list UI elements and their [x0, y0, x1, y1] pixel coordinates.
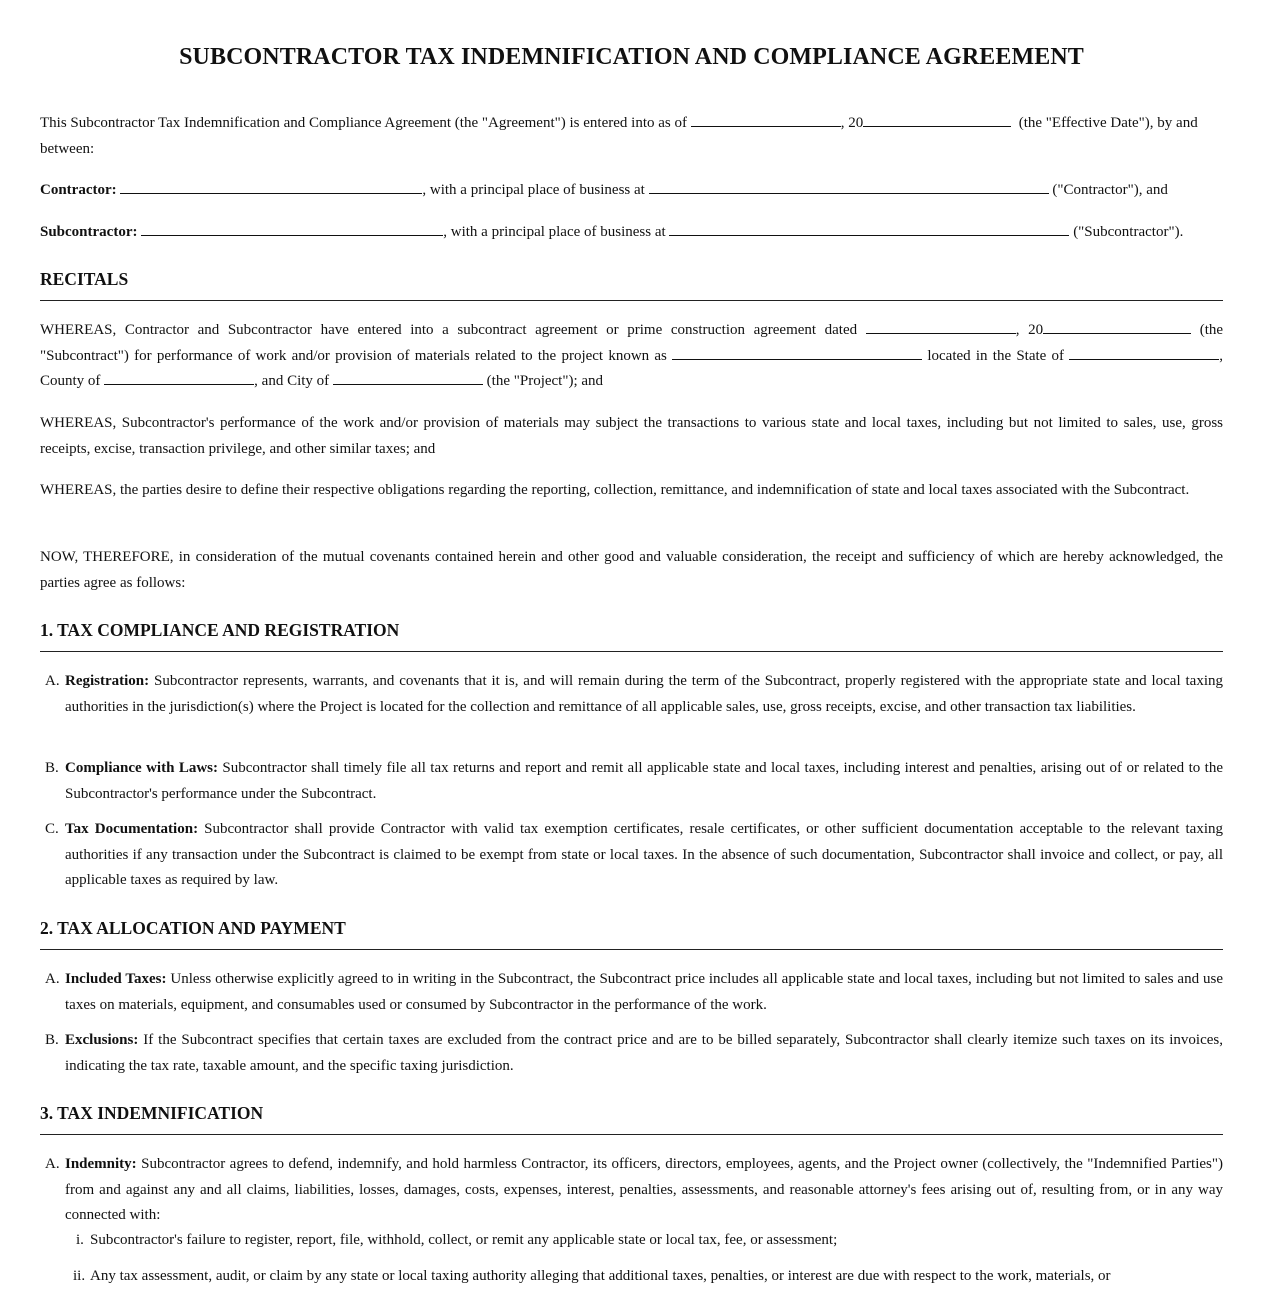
section-2-item-b: [45, 1028, 1223, 1079]
date-blank[interactable]: [691, 112, 841, 127]
item-label: Tax Documentation:: [65, 821, 199, 837]
intro-text: This Subcontractor Tax Indemnification and Compliance Agreement (the "Agreement") is entered into as of: [40, 115, 687, 131]
item-text: If the Subcontract specifies that certain taxes are excluded from the contract price and are to be billed separately, Subcontractor shall clearly itemize such taxes on its invoices, indicating the tax rate, taxable amount, and the specific taxing jurisdiction.: [65, 1032, 1223, 1074]
item-label: Exclusions:: [65, 1032, 139, 1048]
section-1-item-a: [45, 669, 1223, 720]
recital-1-text: WHEREAS, Contractor and Subcontractor have entered into a subcontract agreement or prime construction agreement dated: [40, 322, 858, 338]
recital-whereas-2: WHEREAS, Subcontractor's performance of the work and/or provision of materials may subject the transactions to various state and local taxes, including but not limited to sales, use, gross receipts, excise, transaction privilege, and other similar taxes; and: [40, 415, 1223, 457]
subitem-text: Subcontractor's failure to register, report, file, withhold, collect, or remit any applicable state or local tax, fee, or assessment;: [90, 1232, 838, 1248]
recital-whereas-3: WHEREAS, the parties desire to define their respective obligations regarding the reporting, collection, remittance, and indemnification of state and local taxes associated with the Subcontract.: [40, 482, 1190, 498]
item-marker: B.: [45, 1032, 59, 1048]
county-blank[interactable]: [104, 370, 254, 385]
contractor-label: Contractor:: [40, 182, 117, 198]
recital-whereas-1: [40, 318, 1223, 395]
recital-1-tail: (the "Project"); and: [486, 373, 604, 389]
document-title: SUBCONTRACTOR TAX INDEMNIFICATION AND COMPLIANCE AGREEMENT: [179, 44, 1084, 70]
subcontractor-line: [40, 220, 1223, 246]
section-3-subitem-i: [76, 1228, 1223, 1254]
section-3-heading: 3. TAX INDEMNIFICATION: [40, 1103, 264, 1123]
section-2-item-a: [45, 967, 1223, 1018]
recital-1-text-3: located in the State of: [927, 347, 1065, 364]
item-marker: A.: [45, 673, 60, 689]
item-label: Registration:: [65, 673, 150, 689]
subitem-marker: i.: [76, 1232, 84, 1248]
recital-1-year: , 20: [1015, 322, 1044, 338]
item-marker: B.: [45, 760, 59, 776]
item-marker: C.: [45, 821, 59, 837]
subitem-text: Any tax assessment, audit, or claim by any state or local taxing authority alleging that additional taxes, penalties, or interest are due with respect to the work, materials, or: [90, 1268, 1111, 1284]
subitem-marker: ii.: [73, 1268, 86, 1284]
intro-tail-text: (the "Effective Date"), by and between:: [40, 115, 1198, 157]
city-blank[interactable]: [333, 370, 483, 385]
project-name-blank[interactable]: [672, 345, 922, 360]
intro-paragraph: [40, 111, 1223, 162]
item-text: Subcontractor represents, warrants, and covenants that it is, and will remain during the term of the Subcontract, properly registered with the appropriate state and local taxing authorities in the jurisdiction(s) where the Project is located for the collection and remittance of all applicable sales, use, gross receipts, excise, and other transaction tax liabilities.: [65, 673, 1223, 715]
section-3-subitem-ii: [73, 1264, 1223, 1290]
section-3-item-a: [45, 1152, 1223, 1229]
year-blank[interactable]: [863, 112, 1011, 127]
section-1-divider: [40, 651, 1223, 652]
item-label: Compliance with Laws:: [65, 760, 219, 776]
recitals-heading: RECITALS: [40, 269, 129, 289]
intro-year-text: , 20: [840, 115, 864, 131]
item-label: Included Taxes:: [65, 971, 167, 987]
subcontractor-label: Subcontractor:: [40, 224, 138, 240]
section-2-divider: [40, 949, 1223, 950]
item-text: Subcontractor agrees to defend, indemnify, and hold harmless Contractor, its officers, directors, employees, agents, and the Project owner (collectively, the "Indemnified Parties") from and against any and all claims, liabilities, losses, damages, costs, expenses, interest, penalties, assessments, and reasonable attorney's fees arising out of, resulting from, or in any way connected with:: [65, 1156, 1223, 1223]
subcontractor-name-blank[interactable]: [141, 221, 443, 236]
subcontractor-text: , with a principal place of business at: [443, 224, 666, 240]
section-1-item-b: [45, 756, 1223, 807]
section-3-divider: [40, 1134, 1223, 1135]
recital-1-text-2: (the "Subcontract") for performance of work and/or provision of materials related to the project known as: [40, 322, 1224, 364]
item-marker: A.: [45, 1156, 60, 1172]
contractor-name-blank[interactable]: [120, 179, 422, 194]
item-text: Subcontractor shall timely file all tax returns and report and remit all applicable state and local taxes, including interest and penalties, arising out of or related to the Subcontractor's performance under the Subcontract.: [65, 760, 1223, 802]
section-2-heading: 2. TAX ALLOCATION AND PAYMENT: [40, 918, 346, 938]
now-therefore-paragraph: NOW, THEREFORE, in consideration of the mutual covenants contained herein and other good and valuable consideration, the receipt and sufficiency of which are hereby acknowledged, the parties agree as follows:: [40, 549, 1223, 591]
contractor-address-blank[interactable]: [649, 179, 1049, 194]
section-1-heading: 1. TAX COMPLIANCE AND REGISTRATION: [40, 620, 400, 640]
item-text: Unless otherwise explicitly agreed to in writing in the Subcontract, the Subcontract price includes all applicable state and local taxes, including but not limited to sales and use taxes on materials, equipment, and consumables used or consumed by Subcontractor in the performance of the work.: [65, 971, 1223, 1013]
recital-1-city: , and City of: [254, 373, 330, 389]
contractor-line: [40, 178, 1223, 204]
contractor-tail: ("Contractor"), and: [1052, 182, 1168, 198]
state-blank[interactable]: [1069, 345, 1219, 360]
recital-1-county: , County of: [40, 347, 1224, 389]
item-text: Subcontractor shall provide Contractor with valid tax exemption certificates, resale certificates, or other sufficient documentation acceptable to the relevant taxing authorities if any transaction under the Subcontract is claimed to be exempt from state or local taxes. In the absence of such documentation, Subcontractor shall invoice and collect, or pay, all applicable taxes as required by law.: [65, 821, 1223, 888]
item-label: Indemnity:: [65, 1156, 137, 1172]
subcontractor-tail: ("Subcontractor").: [1073, 224, 1184, 240]
item-marker: A.: [45, 971, 60, 987]
contractor-text: , with a principal place of business at: [422, 182, 645, 198]
recitals-divider: [40, 300, 1223, 301]
section-1-item-c: [45, 817, 1223, 894]
subcontract-date-blank[interactable]: [866, 319, 1016, 334]
subcontract-year-blank[interactable]: [1043, 319, 1191, 334]
subcontractor-address-blank[interactable]: [669, 221, 1069, 236]
